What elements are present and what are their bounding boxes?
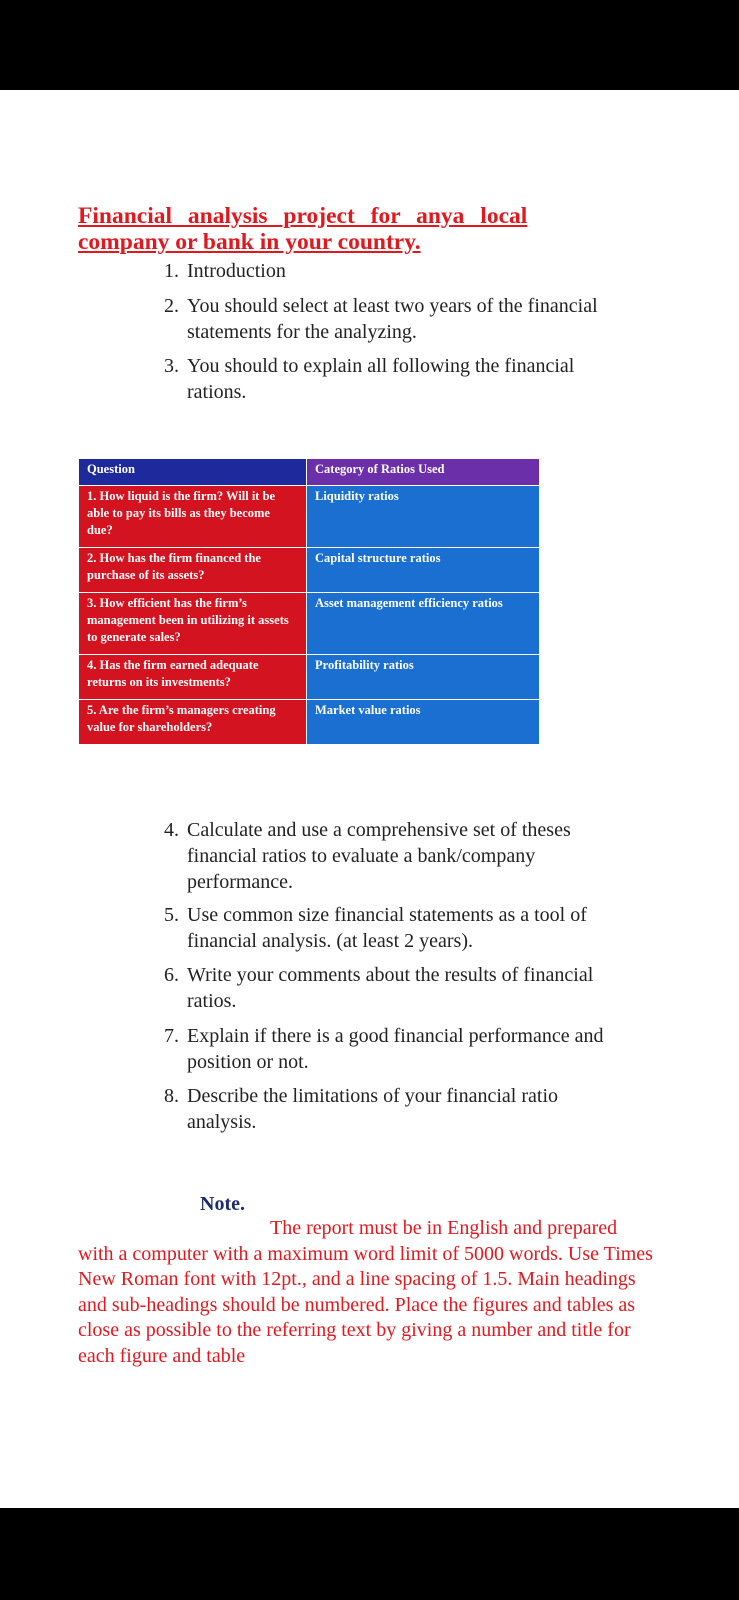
document-title: [78, 203, 598, 255]
list-number: 6.: [164, 964, 179, 986]
list-number: 1.: [164, 260, 179, 282]
list-item: [164, 1023, 644, 1075]
list-item: [164, 902, 634, 954]
table-row: [79, 548, 540, 593]
category-cell: Capital structure ratios: [307, 548, 540, 593]
list-text: Write your comments about the results of financial ratios.: [187, 964, 594, 1012]
list-text: You should to explain all following the financial rations.: [187, 355, 575, 403]
list-text: Calculate and use a comprehensive set of theses financial ratios to evaluate a bank/company performance.: [187, 819, 571, 893]
category-cell: Asset management efficiency ratios: [307, 593, 540, 655]
table-row: [79, 593, 540, 655]
list-number: 4.: [164, 819, 179, 841]
header-category: Category of Ratios Used: [307, 459, 540, 486]
list-text: Use common size financial statements as a tool of financial analysis. (at least 2 years).: [187, 904, 587, 952]
category-cell: Profitability ratios: [307, 655, 540, 700]
category-cell: Market value ratios: [307, 700, 540, 745]
list-text: You should select at least two years of the financial statements for the analyzing.: [187, 295, 598, 343]
list-number: 5.: [164, 904, 179, 926]
list-item: [164, 293, 644, 345]
note-body: The report must be in English and prepared with a computer with a maximum word limit of 5000 words. Use Times New Roman font with 12pt., and a line spacing of 1.5. Main headings and sub-headings should be numbered. Place the figures and tables as close as possible to the referring text by giving a number and title for each figure and table: [78, 1217, 653, 1367]
ratios-table: [78, 458, 540, 745]
list-text: Explain if there is a good financial performance and position or not.: [187, 1025, 604, 1073]
list-item: [164, 1083, 604, 1135]
list-item: [164, 817, 614, 895]
title-line-1: Financial analysis project for anya local: [78, 203, 528, 229]
table-row: [79, 700, 540, 745]
question-cell: 1. How liquid is the firm? Will it be able to pay its bills as they become due?: [79, 486, 307, 548]
table-row: [79, 655, 540, 700]
question-cell: 5. Are the firm’s managers creating value for shareholders?: [79, 700, 307, 745]
note-label: Note.: [200, 1193, 245, 1215]
table-row: [79, 486, 540, 548]
document-page: [0, 90, 739, 1508]
list-number: 2.: [164, 295, 179, 317]
category-cell: Liquidity ratios: [307, 486, 540, 548]
list-number: 3.: [164, 355, 179, 377]
list-text: Introduction: [187, 260, 286, 282]
question-cell: 3. How efficient has the firm’s management been in utilizing it assets to generate sales?: [79, 593, 307, 655]
question-cell: 2. How has the firm financed the purchase of its assets?: [79, 548, 307, 593]
list-item: [164, 353, 624, 405]
list-number: 7.: [164, 1025, 179, 1047]
list-item: [164, 962, 634, 1014]
list-number: 8.: [164, 1085, 179, 1107]
note-text: [78, 1216, 653, 1369]
question-cell: 4. Has the firm earned adequate returns on its investments?: [79, 655, 307, 700]
title-line-2: company or bank in your country.: [78, 229, 421, 255]
header-question: Question: [79, 459, 307, 486]
list-text: Describe the limitations of your financial ratio analysis.: [187, 1085, 558, 1133]
list-item: [164, 258, 664, 284]
table-header-row: [79, 459, 540, 486]
